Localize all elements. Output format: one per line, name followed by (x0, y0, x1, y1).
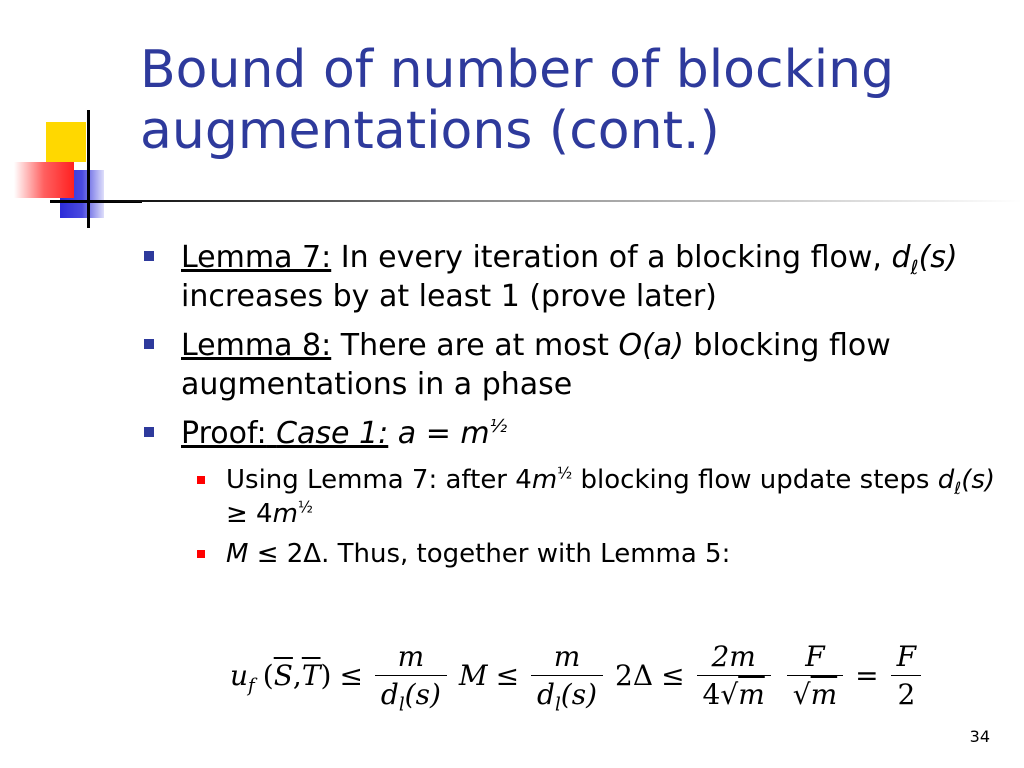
bullet-square-icon (144, 339, 154, 349)
slide-content (140, 238, 1020, 577)
proof-label: Proof: Case 1: (181, 416, 389, 451)
sub-bullet-lemma-7: Using Lemma 7: after $4m^{\frac{1}{2}}$ blocking flow update steps $d_\ell(s) \ge 4m^{\frac{1}{2}}$ (140, 463, 1020, 531)
bullet-lemma-8: Lemma 8: There are at most O(a) blocking flow augmentations in a phase (140, 326, 1020, 404)
bullet-square-icon (144, 427, 154, 437)
logo-yellow-square (46, 122, 86, 162)
sub-bullet-square-icon (197, 476, 205, 484)
lemma-7-label: Lemma 7: (181, 240, 332, 275)
slide-title: Bound of number of blocking augmentations (cont.) (140, 40, 895, 161)
slide-logo (0, 0, 150, 240)
sub-bullet-square-icon (197, 550, 205, 558)
bound-formula: $u_f$ $(\overline{S},\overline{T})$ ≤ $\frac{m}{d_l(s)}$ M ≤ $\frac{m}{d_l(s)}$ 2Δ ≤ $\frac{2m}{4√m}$ $\frac{F}{√m}$ = $\frac{F}{2}$ (230, 640, 926, 711)
title-divider (90, 200, 1022, 202)
bullet-square-icon (144, 251, 154, 261)
sub-bullet-lemma-5: M ≤ 2Δ. Thus, together with Lemma 5: (140, 537, 1020, 571)
bullet-proof: Proof: Case 1: $a = m^{\frac{1}{2}}$ (140, 414, 1020, 453)
lemma-8-label: Lemma 8: (181, 328, 332, 363)
bullet-lemma-7: Lemma 7: In every iteration of a blocking flow, $d_\ell(s)$ increases by at least 1 (prove later) (140, 238, 1020, 316)
logo-vertical-line (87, 110, 90, 228)
logo-red-square (14, 162, 74, 198)
page-number: 34 (969, 727, 990, 746)
